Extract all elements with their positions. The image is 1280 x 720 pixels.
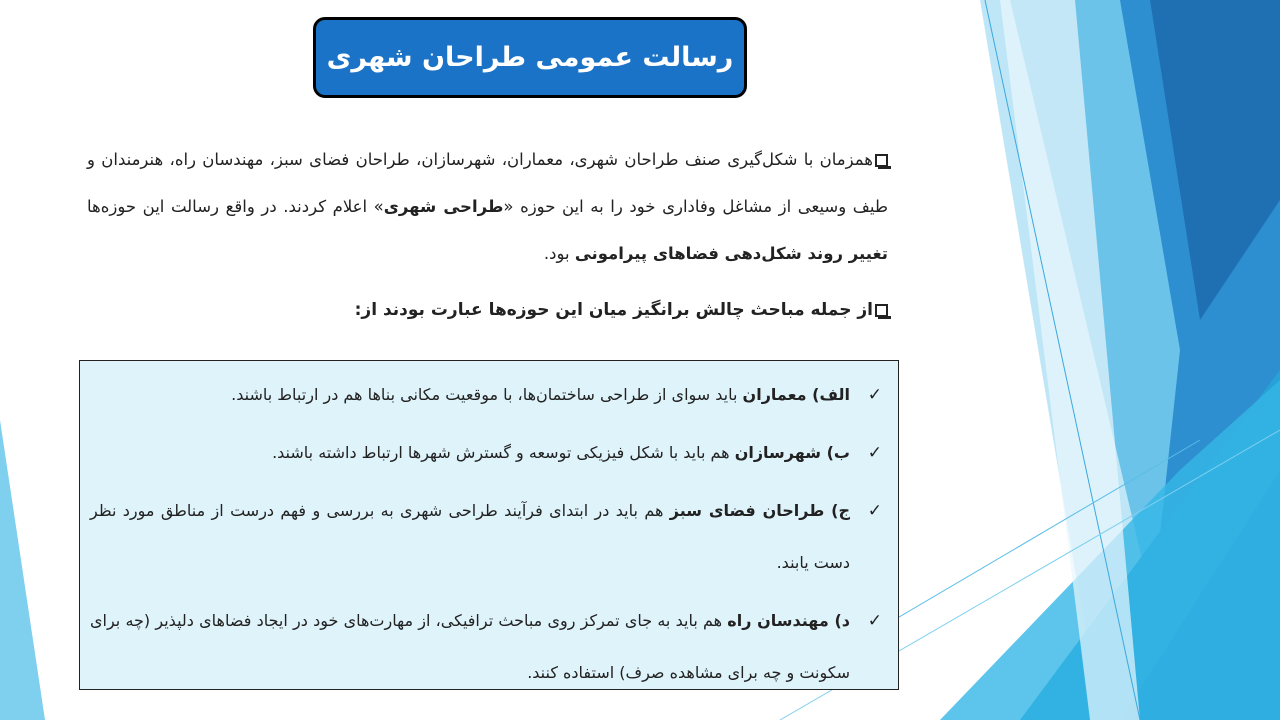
intro-text-2: » اعلام کردند. در واقع رسالت این حوزه‌ها — [87, 197, 384, 216]
challenges-box — [79, 360, 899, 690]
item-text: باید سوای از طراحی ساختمان‌ها، با موقعیت مکانی بناها هم در ارتباط باشند. — [231, 385, 743, 404]
list-item — [90, 369, 884, 421]
square-bullet-icon — [875, 304, 888, 317]
checkmark-icon: ✓ — [867, 443, 882, 463]
item-label: الف) معماران — [742, 385, 850, 404]
intro-bold-1: طراحی شهری — [383, 197, 504, 216]
checkmark-icon: ✓ — [867, 501, 882, 521]
checkmark-icon: ✓ — [867, 611, 882, 631]
intro-bold-2: تغییر روند شکل‌دهی فضاهای پیرامونی — [574, 244, 888, 263]
list-item — [90, 595, 884, 699]
square-bullet-icon — [875, 154, 888, 167]
list-item — [90, 485, 884, 589]
title-box — [313, 17, 747, 98]
checkmark-icon: ✓ — [867, 385, 882, 405]
page-title: رسالت عمومی طراحان شهری — [326, 42, 734, 73]
item-text: هم باید با شکل فیزیکی توسعه و گسترش شهرها ارتباط داشته باشند. — [272, 443, 735, 462]
intro-paragraph — [87, 136, 888, 277]
item-text: هم باید به جای تمرکز روی مباحث ترافیکی، از مهارت‌های خود در ایجاد فضاهای دلپذیر (چه برای سکونت و چه برای مشاهده صرف) استفاده کنند. — [90, 611, 850, 682]
list-item — [90, 427, 884, 479]
subheading — [87, 290, 888, 330]
item-label: ب) شهرسازان — [734, 443, 850, 462]
intro-text-3: بود. — [543, 244, 575, 263]
subheading-text: از جمله مباحث چالش برانگیز میان این حوزه‌ها عبارت بودند از: — [354, 300, 873, 320]
intro-text-1: همزمان با شکل‌گیری صنف طراحان شهری، معماران، شهرسازان، طراحان فضای سبز، مهندسان راه، هنرمندان و طیف وسیعی از مشاغل وفاداری خود را به این حوزه « — [87, 150, 888, 216]
item-label: ج) طراحان فضای سبز — [669, 501, 851, 520]
item-label: د) مهندسان راه — [727, 611, 851, 630]
item-text: هم باید در ابتدای فرآیند طراحی شهری به بررسی و فهم درست از مناطق مورد نظر دست یابند. — [90, 501, 850, 572]
